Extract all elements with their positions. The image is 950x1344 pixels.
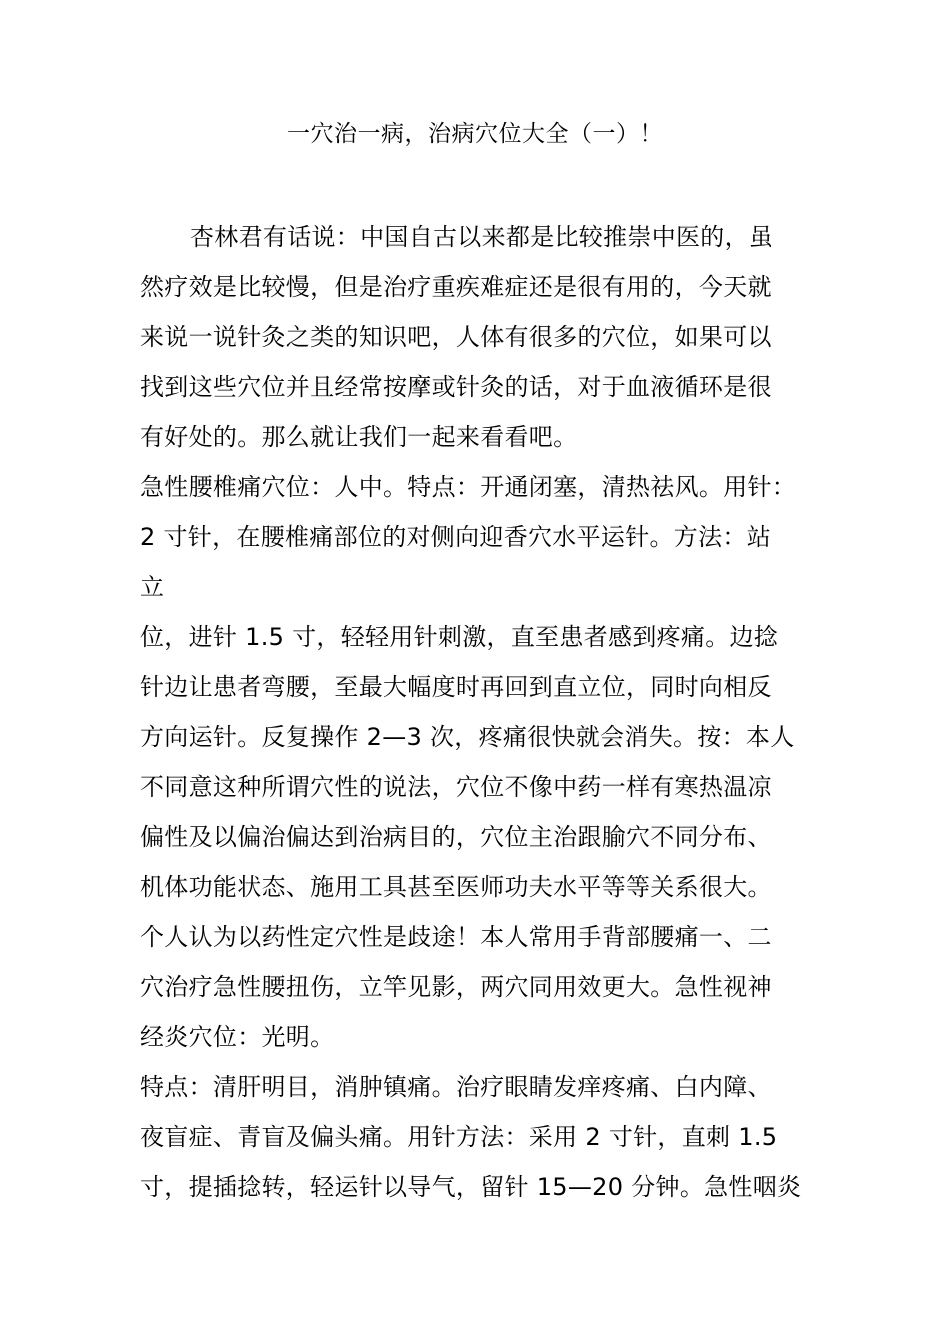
- text-line: 有好处的。那么就让我们一起来看看吧。: [140, 423, 578, 451]
- text-line: 来说一说针灸之类的知识吧，人体有很多的穴位，如果可以: [140, 323, 772, 351]
- text-line: 方向运针。反复操作 2—3 次，疼痛很快就会消失。按：本人: [140, 723, 795, 751]
- text-line: 然疗效是比较慢，但是治疗重疾难症还是很有用的，今天就: [140, 273, 772, 301]
- text-line: 急性腰椎痛穴位：人中。特点：开通闭塞，清热祛风。用针：: [140, 473, 797, 501]
- text-line: 立: [140, 573, 165, 601]
- text-line: 寸，提插捻转，轻运针以导气，留针 15—20 分钟。急性咽炎: [140, 1173, 802, 1201]
- text-line: 2 寸针，在腰椎痛部位的对侧向迎香穴水平运针。方法：站: [140, 523, 771, 551]
- text-line: 机体功能状态、施用工具甚至医师功夫水平等等关系很大。: [140, 873, 772, 901]
- text-line: 特点：清肝明目，消肿镇痛。治疗眼睛发痒疼痛、白内障、: [140, 1073, 772, 1101]
- text-line: 位，进针 1.5 寸，轻轻用针刺激，直至患者感到疼痛。边捻: [140, 623, 779, 651]
- text-line: 找到这些穴位并且经常按摩或针灸的话，对于血液循环是很: [140, 373, 772, 401]
- text-line: 经炎穴位：光明。: [140, 1023, 335, 1051]
- text-line: 夜盲症、青盲及偏头痛。用针方法：采用 2 寸针，直刺 1.5: [140, 1123, 778, 1151]
- text-line: 针边让患者弯腰，至最大幅度时再回到直立位，同时向相反: [140, 673, 772, 701]
- document-title: 一穴治一病，治病穴位大全（一）！: [287, 121, 663, 147]
- text-line: 不同意这种所谓穴性的说法，穴位不像中药一样有寒热温凉: [140, 773, 772, 801]
- text-line: 杏林君有话说：中国自古以来都是比较推崇中医的，虽: [190, 223, 774, 251]
- text-line: 穴治疗急性腰扭伤，立竿见影，两穴同用效更大。急性视神: [140, 973, 772, 1001]
- text-line: 个人认为以药性定穴性是歧途！本人常用手背部腰痛一、二: [140, 923, 772, 951]
- document-body: [140, 212, 830, 1212]
- text-line: 偏性及以偏治偏达到治病目的，穴位主治跟腧穴不同分布、: [140, 823, 772, 851]
